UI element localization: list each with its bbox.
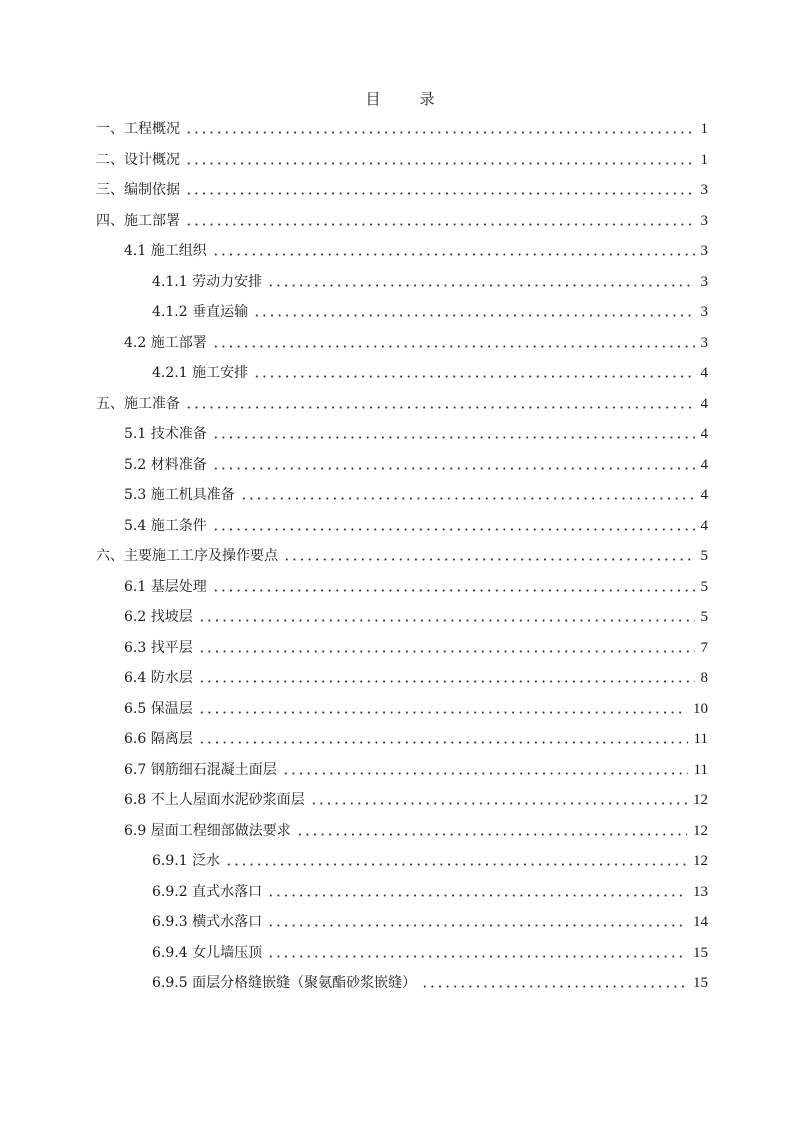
dot-leader	[185, 406, 695, 409]
toc-entry[interactable]	[96, 176, 708, 200]
dot-leader	[267, 894, 687, 897]
dot-leader	[283, 558, 695, 561]
dot-leader	[198, 619, 695, 622]
toc-entry-title: 6.5 保温层	[124, 700, 193, 717]
toc-entry-title: 4.1 施工组织	[124, 243, 207, 259]
toc-entry[interactable]	[124, 725, 708, 749]
toc-entry[interactable]	[124, 481, 708, 505]
dot-leader	[212, 467, 695, 470]
dot-leader	[267, 284, 694, 287]
toc-entry-page-number: 1	[700, 121, 708, 137]
toc-entry-title: 6.8 不上人屋面水泥砂浆面层	[124, 792, 305, 808]
dot-leader	[185, 223, 695, 226]
dot-leader	[198, 680, 695, 683]
dot-leader	[267, 955, 687, 958]
dot-leader	[212, 436, 695, 439]
toc-entry-title: 五、施工准备	[96, 395, 180, 412]
toc-entry[interactable]	[124, 817, 708, 841]
toc-entry-page-number: 3	[700, 243, 708, 259]
dot-leader	[421, 985, 687, 988]
toc-entry-title: 6.9.3 横式水落口	[152, 914, 263, 930]
toc-entry-title: 5.2 材料准备	[124, 456, 207, 473]
toc-entry[interactable]	[152, 969, 708, 993]
toc-entry[interactable]	[96, 115, 708, 139]
toc-entry-page-number: 5	[700, 548, 708, 564]
toc-entry[interactable]	[152, 847, 708, 871]
dot-leader	[212, 345, 695, 348]
toc-entry[interactable]	[96, 542, 708, 566]
toc-entry-title: 4.1.2 垂直运输	[152, 304, 249, 320]
dot-leader	[310, 802, 687, 805]
toc-entry-page-number: 12	[693, 822, 708, 839]
toc-entry-title: 六、主要施工工序及操作要点	[96, 548, 278, 564]
toc-entry-title: 5.3 施工机具准备	[124, 487, 235, 503]
toc-entry-page-number: 1	[700, 151, 708, 168]
toc-entry[interactable]	[152, 908, 708, 932]
toc-entry-title: 四、施工部署	[96, 212, 180, 229]
toc-entry-title: 6.9.1 泛水	[152, 853, 221, 869]
toc-entry[interactable]	[124, 695, 708, 719]
toc-entry-title: 5.1 技术准备	[124, 426, 207, 442]
toc-entry-page-number: 13	[693, 883, 708, 900]
dot-leader	[185, 162, 695, 165]
toc-entry-page-number: 4	[700, 456, 708, 473]
toc-entry-page-number: 3	[700, 304, 708, 320]
toc-entry-title: 5.4 施工条件	[124, 517, 207, 534]
toc-entry-page-number: 12	[693, 853, 708, 869]
dot-leader	[185, 131, 695, 134]
toc-entry-title: 6.9 屋面工程细部做法要求	[124, 822, 291, 839]
dot-leader	[198, 741, 688, 744]
dot-leader	[267, 924, 687, 927]
toc-entry[interactable]	[152, 939, 708, 963]
toc-entry[interactable]	[96, 146, 708, 170]
toc-entry-title: 6.9.5 面层分格缝嵌缝（聚氨酯砂浆嵌缝）	[152, 975, 417, 991]
dot-leader	[198, 650, 695, 653]
toc-entry[interactable]	[124, 451, 708, 475]
toc-entry-page-number: 10	[693, 700, 708, 717]
toc-entry-page-number: 15	[693, 944, 708, 961]
toc-entry[interactable]	[96, 390, 708, 414]
toc-entry-page-number: 12	[693, 792, 708, 808]
toc-entry-title: 二、设计概况	[96, 151, 180, 168]
toc-title: 目 录	[365, 90, 447, 108]
dot-leader	[296, 833, 687, 836]
toc-entry[interactable]	[152, 359, 708, 383]
toc-entry[interactable]	[152, 878, 708, 902]
toc-entry-title: 4.1.1 劳动力安排	[152, 273, 263, 290]
toc-entry-title: 6.7 钢筋细石混凝土面层	[124, 761, 277, 778]
dot-leader	[212, 589, 695, 592]
toc-entry-title: 6.1 基层处理	[124, 578, 207, 595]
toc-entry-title: 6.9.2 直式水落口	[152, 883, 263, 900]
toc-entry-page-number: 4	[700, 395, 708, 412]
toc-entry-title: 6.4 防水层	[124, 670, 193, 686]
toc-entry[interactable]	[152, 268, 708, 292]
dot-leader	[185, 192, 695, 195]
toc-entry[interactable]	[124, 573, 708, 597]
toc-entry-page-number: 3	[700, 273, 708, 290]
toc-entry[interactable]	[124, 634, 708, 658]
toc-entry-page-number: 5	[700, 609, 708, 625]
toc-entry-title: 一、工程概况	[96, 121, 180, 137]
dot-leader	[212, 528, 695, 531]
toc-entry-page-number: 11	[693, 731, 708, 747]
toc-entry[interactable]	[124, 237, 708, 261]
toc-entry-title: 6.9.4 女儿墙压顶	[152, 944, 263, 961]
dot-leader	[253, 314, 694, 317]
toc-entry-title: 6.2 找坡层	[124, 609, 193, 625]
toc-entry-page-number: 3	[700, 212, 708, 229]
toc-entry-title: 6.6 隔离层	[124, 731, 193, 747]
toc-entry-page-number: 4	[700, 517, 708, 534]
dot-leader	[282, 772, 688, 775]
dot-leader	[240, 497, 695, 500]
toc-entry-page-number: 4	[700, 487, 708, 503]
toc-entry-page-number: 8	[700, 670, 708, 686]
toc-entry[interactable]	[124, 664, 708, 688]
toc-entry[interactable]	[124, 756, 708, 780]
toc-entry-page-number: 14	[693, 914, 708, 930]
toc-entry[interactable]	[124, 420, 708, 444]
toc-entry-title: 6.3 找平层	[124, 639, 193, 656]
toc-entry[interactable]	[124, 329, 708, 353]
toc-entry-page-number: 4	[700, 365, 708, 381]
toc-entry-page-number: 7	[700, 639, 708, 656]
toc-entry[interactable]	[124, 512, 708, 536]
toc-entry-page-number: 3	[700, 334, 708, 351]
toc-entry-page-number: 11	[693, 761, 708, 778]
toc-entry-title: 三、编制依据	[96, 182, 180, 198]
dot-leader	[198, 711, 687, 714]
toc-entry-page-number: 4	[700, 426, 708, 442]
toc-entry-title: 4.2 施工部署	[124, 334, 207, 351]
dot-leader	[253, 375, 694, 378]
toc-entry-page-number: 3	[700, 182, 708, 198]
toc-entry[interactable]	[124, 786, 708, 810]
toc-entry-page-number: 5	[700, 578, 708, 595]
dot-leader	[225, 863, 687, 866]
toc-entry-page-number: 15	[693, 975, 708, 991]
toc-entry[interactable]	[152, 298, 708, 322]
toc-entry[interactable]	[96, 207, 708, 231]
toc-entry-title: 4.2.1 施工安排	[152, 365, 249, 381]
toc-entry[interactable]	[124, 603, 708, 627]
dot-leader	[212, 253, 695, 256]
